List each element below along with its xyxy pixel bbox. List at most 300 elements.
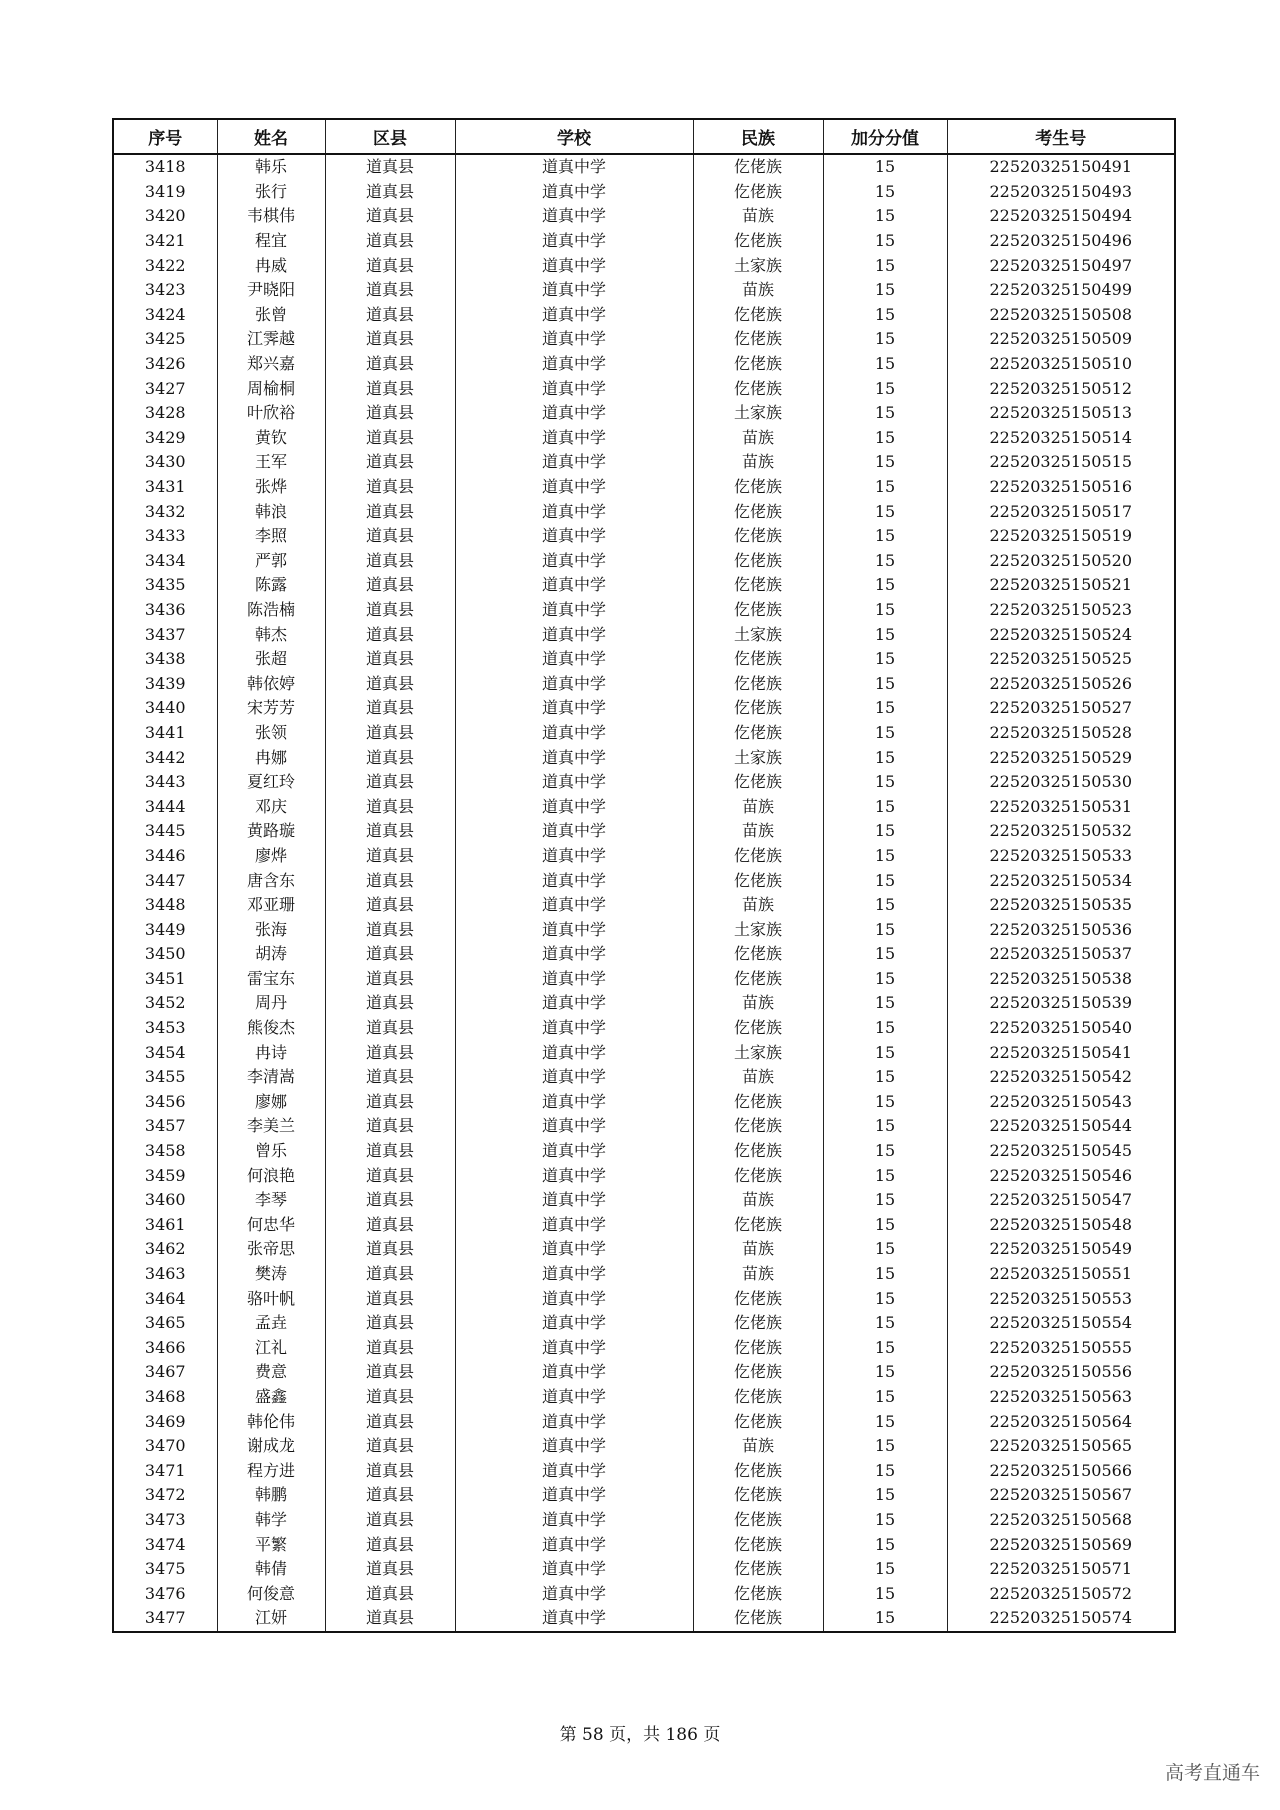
table-header-row bbox=[113, 119, 1175, 154]
cell-school: 道真中学 bbox=[455, 1434, 693, 1459]
cell-school: 道真中学 bbox=[455, 352, 693, 377]
table-row bbox=[113, 696, 1175, 721]
cell-seq: 3435 bbox=[113, 573, 217, 598]
cell-county: 道真县 bbox=[325, 622, 455, 647]
cell-school: 道真中学 bbox=[455, 1385, 693, 1410]
cell-county: 道真县 bbox=[325, 401, 455, 426]
cell-exam-id: 22520325150567 bbox=[947, 1483, 1175, 1508]
cell-seq: 3440 bbox=[113, 696, 217, 721]
cell-ethnicity: 仡佬族 bbox=[693, 770, 823, 795]
cell-seq: 3471 bbox=[113, 1458, 217, 1483]
cell-school: 道真中学 bbox=[455, 1557, 693, 1582]
cell-school: 道真中学 bbox=[455, 1606, 693, 1632]
cell-ethnicity: 苗族 bbox=[693, 1262, 823, 1287]
table-row bbox=[113, 794, 1175, 819]
cell-name: 夏红玲 bbox=[217, 770, 325, 795]
table-row bbox=[113, 1040, 1175, 1065]
cell-name: 程方进 bbox=[217, 1458, 325, 1483]
table-row bbox=[113, 1139, 1175, 1164]
cell-bonus-points: 15 bbox=[823, 622, 947, 647]
cell-name: 韩乐 bbox=[217, 154, 325, 180]
cell-ethnicity: 土家族 bbox=[693, 253, 823, 278]
cell-name: 李琴 bbox=[217, 1188, 325, 1213]
watermark: 高考直通车 bbox=[1164, 1762, 1260, 1784]
cell-bonus-points: 15 bbox=[823, 499, 947, 524]
cell-county: 道真县 bbox=[325, 549, 455, 574]
cell-bonus-points: 15 bbox=[823, 524, 947, 549]
cell-county: 道真县 bbox=[325, 1213, 455, 1238]
cell-seq: 3428 bbox=[113, 401, 217, 426]
cell-name: 冉威 bbox=[217, 253, 325, 278]
cell-school: 道真中学 bbox=[455, 770, 693, 795]
cell-county: 道真县 bbox=[325, 450, 455, 475]
cell-bonus-points: 15 bbox=[823, 917, 947, 942]
cell-name: 张烨 bbox=[217, 475, 325, 500]
cell-seq: 3456 bbox=[113, 1090, 217, 1115]
cell-county: 道真县 bbox=[325, 1065, 455, 1090]
cell-ethnicity: 苗族 bbox=[693, 1434, 823, 1459]
cell-name: 陈浩楠 bbox=[217, 598, 325, 623]
cell-ethnicity: 苗族 bbox=[693, 1237, 823, 1262]
cell-ethnicity: 仡佬族 bbox=[693, 1016, 823, 1041]
table-row bbox=[113, 917, 1175, 942]
cell-ethnicity: 苗族 bbox=[693, 450, 823, 475]
cell-ethnicity: 苗族 bbox=[693, 204, 823, 229]
cell-bonus-points: 15 bbox=[823, 647, 947, 672]
cell-name: 冉诗 bbox=[217, 1040, 325, 1065]
cell-seq: 3460 bbox=[113, 1188, 217, 1213]
cell-ethnicity: 仡佬族 bbox=[693, 352, 823, 377]
cell-bonus-points: 15 bbox=[823, 549, 947, 574]
cell-ethnicity: 仡佬族 bbox=[693, 1458, 823, 1483]
cell-seq: 3465 bbox=[113, 1311, 217, 1336]
cell-name: 宋芳芳 bbox=[217, 696, 325, 721]
cell-name: 廖娜 bbox=[217, 1090, 325, 1115]
table-row bbox=[113, 647, 1175, 672]
cell-ethnicity: 仡佬族 bbox=[693, 475, 823, 500]
cell-exam-id: 22520325150549 bbox=[947, 1237, 1175, 1262]
cell-seq: 3436 bbox=[113, 598, 217, 623]
cell-county: 道真县 bbox=[325, 942, 455, 967]
cell-county: 道真县 bbox=[325, 1188, 455, 1213]
cell-name: 张帝思 bbox=[217, 1237, 325, 1262]
cell-name: 张曾 bbox=[217, 303, 325, 328]
cell-exam-id: 22520325150533 bbox=[947, 844, 1175, 869]
cell-name: 费意 bbox=[217, 1360, 325, 1385]
header-county: 区县 bbox=[325, 119, 455, 154]
cell-school: 道真中学 bbox=[455, 1336, 693, 1361]
cell-school: 道真中学 bbox=[455, 278, 693, 303]
cell-name: 郑兴嘉 bbox=[217, 352, 325, 377]
cell-school: 道真中学 bbox=[455, 426, 693, 451]
cell-name: 张超 bbox=[217, 647, 325, 672]
cell-exam-id: 22520325150547 bbox=[947, 1188, 1175, 1213]
cell-exam-id: 22520325150527 bbox=[947, 696, 1175, 721]
cell-exam-id: 22520325150565 bbox=[947, 1434, 1175, 1459]
cell-bonus-points: 15 bbox=[823, 598, 947, 623]
cell-name: 何浪艳 bbox=[217, 1163, 325, 1188]
cell-exam-id: 22520325150554 bbox=[947, 1311, 1175, 1336]
cell-school: 道真中学 bbox=[455, 671, 693, 696]
cell-seq: 3475 bbox=[113, 1557, 217, 1582]
cell-bonus-points: 15 bbox=[823, 1458, 947, 1483]
cell-seq: 3462 bbox=[113, 1237, 217, 1262]
cell-name: 平繁 bbox=[217, 1532, 325, 1557]
cell-seq: 3472 bbox=[113, 1483, 217, 1508]
cell-school: 道真中学 bbox=[455, 819, 693, 844]
cell-seq: 3447 bbox=[113, 868, 217, 893]
cell-county: 道真县 bbox=[325, 844, 455, 869]
cell-bonus-points: 15 bbox=[823, 475, 947, 500]
cell-ethnicity: 苗族 bbox=[693, 991, 823, 1016]
cell-ethnicity: 仡佬族 bbox=[693, 1090, 823, 1115]
cell-bonus-points: 15 bbox=[823, 180, 947, 205]
cell-county: 道真县 bbox=[325, 1016, 455, 1041]
cell-school: 道真中学 bbox=[455, 967, 693, 992]
cell-seq: 3419 bbox=[113, 180, 217, 205]
cell-exam-id: 22520325150494 bbox=[947, 204, 1175, 229]
cell-ethnicity: 苗族 bbox=[693, 819, 823, 844]
table-row bbox=[113, 598, 1175, 623]
cell-seq: 3422 bbox=[113, 253, 217, 278]
cell-exam-id: 22520325150535 bbox=[947, 893, 1175, 918]
cell-exam-id: 22520325150519 bbox=[947, 524, 1175, 549]
cell-name: 李清嵩 bbox=[217, 1065, 325, 1090]
header-school: 学校 bbox=[455, 119, 693, 154]
cell-county: 道真县 bbox=[325, 721, 455, 746]
cell-county: 道真县 bbox=[325, 475, 455, 500]
cell-name: 盛鑫 bbox=[217, 1385, 325, 1410]
cell-school: 道真中学 bbox=[455, 253, 693, 278]
cell-name: 程宜 bbox=[217, 229, 325, 254]
cell-school: 道真中学 bbox=[455, 180, 693, 205]
table-row bbox=[113, 303, 1175, 328]
cell-name: 唐含东 bbox=[217, 868, 325, 893]
table-row bbox=[113, 549, 1175, 574]
cell-ethnicity: 仡佬族 bbox=[693, 598, 823, 623]
cell-ethnicity: 仡佬族 bbox=[693, 1114, 823, 1139]
cell-ethnicity: 仡佬族 bbox=[693, 1213, 823, 1238]
cell-seq: 3434 bbox=[113, 549, 217, 574]
cell-ethnicity: 仡佬族 bbox=[693, 1532, 823, 1557]
cell-exam-id: 22520325150523 bbox=[947, 598, 1175, 623]
table-row bbox=[113, 868, 1175, 893]
page-number: 第 58 页，共 186 页 bbox=[559, 1725, 721, 1745]
cell-school: 道真中学 bbox=[455, 327, 693, 352]
table-row bbox=[113, 1557, 1175, 1582]
cell-bonus-points: 15 bbox=[823, 1581, 947, 1606]
table-row bbox=[113, 1090, 1175, 1115]
cell-name: 骆叶帆 bbox=[217, 1286, 325, 1311]
cell-school: 道真中学 bbox=[455, 401, 693, 426]
cell-exam-id: 22520325150563 bbox=[947, 1385, 1175, 1410]
cell-school: 道真中学 bbox=[455, 499, 693, 524]
cell-exam-id: 22520325150524 bbox=[947, 622, 1175, 647]
cell-seq: 3426 bbox=[113, 352, 217, 377]
cell-seq: 3467 bbox=[113, 1360, 217, 1385]
cell-ethnicity: 苗族 bbox=[693, 1065, 823, 1090]
table-row bbox=[113, 1065, 1175, 1090]
cell-seq: 3459 bbox=[113, 1163, 217, 1188]
table-row bbox=[113, 1188, 1175, 1213]
cell-seq: 3474 bbox=[113, 1532, 217, 1557]
cell-ethnicity: 仡佬族 bbox=[693, 1508, 823, 1533]
cell-exam-id: 22520325150496 bbox=[947, 229, 1175, 254]
cell-seq: 3468 bbox=[113, 1385, 217, 1410]
cell-seq: 3469 bbox=[113, 1409, 217, 1434]
cell-bonus-points: 15 bbox=[823, 1163, 947, 1188]
cell-seq: 3420 bbox=[113, 204, 217, 229]
cell-name: 韩依婷 bbox=[217, 671, 325, 696]
cell-name: 曾乐 bbox=[217, 1139, 325, 1164]
cell-county: 道真县 bbox=[325, 1090, 455, 1115]
cell-exam-id: 22520325150530 bbox=[947, 770, 1175, 795]
table-row bbox=[113, 991, 1175, 1016]
cell-name: 李美兰 bbox=[217, 1114, 325, 1139]
cell-school: 道真中学 bbox=[455, 1016, 693, 1041]
cell-exam-id: 22520325150542 bbox=[947, 1065, 1175, 1090]
cell-exam-id: 22520325150499 bbox=[947, 278, 1175, 303]
cell-ethnicity: 苗族 bbox=[693, 278, 823, 303]
cell-exam-id: 22520325150572 bbox=[947, 1581, 1175, 1606]
cell-ethnicity: 仡佬族 bbox=[693, 229, 823, 254]
cell-county: 道真县 bbox=[325, 991, 455, 1016]
cell-bonus-points: 15 bbox=[823, 1262, 947, 1287]
cell-school: 道真中学 bbox=[455, 549, 693, 574]
cell-school: 道真中学 bbox=[455, 1532, 693, 1557]
cell-seq: 3461 bbox=[113, 1213, 217, 1238]
cell-school: 道真中学 bbox=[455, 1065, 693, 1090]
table-row bbox=[113, 204, 1175, 229]
cell-exam-id: 22520325150568 bbox=[947, 1508, 1175, 1533]
cell-name: 韩倩 bbox=[217, 1557, 325, 1582]
table-row bbox=[113, 745, 1175, 770]
cell-ethnicity: 仡佬族 bbox=[693, 499, 823, 524]
cell-county: 道真县 bbox=[325, 1114, 455, 1139]
cell-school: 道真中学 bbox=[455, 794, 693, 819]
cell-county: 道真县 bbox=[325, 154, 455, 180]
cell-exam-id: 22520325150571 bbox=[947, 1557, 1175, 1582]
cell-bonus-points: 15 bbox=[823, 1188, 947, 1213]
cell-bonus-points: 15 bbox=[823, 1385, 947, 1410]
cell-bonus-points: 15 bbox=[823, 1434, 947, 1459]
cell-county: 道真县 bbox=[325, 229, 455, 254]
cell-seq: 3430 bbox=[113, 450, 217, 475]
cell-ethnicity: 苗族 bbox=[693, 893, 823, 918]
cell-ethnicity: 仡佬族 bbox=[693, 327, 823, 352]
cell-ethnicity: 仡佬族 bbox=[693, 647, 823, 672]
cell-bonus-points: 15 bbox=[823, 770, 947, 795]
cell-name: 韩伦伟 bbox=[217, 1409, 325, 1434]
cell-name: 周榆桐 bbox=[217, 376, 325, 401]
cell-exam-id: 22520325150541 bbox=[947, 1040, 1175, 1065]
cell-bonus-points: 15 bbox=[823, 1606, 947, 1632]
cell-county: 道真县 bbox=[325, 352, 455, 377]
cell-exam-id: 22520325150540 bbox=[947, 1016, 1175, 1041]
cell-exam-id: 22520325150528 bbox=[947, 721, 1175, 746]
cell-bonus-points: 15 bbox=[823, 868, 947, 893]
cell-seq: 3442 bbox=[113, 745, 217, 770]
cell-seq: 3446 bbox=[113, 844, 217, 869]
cell-seq: 3448 bbox=[113, 893, 217, 918]
cell-ethnicity: 仡佬族 bbox=[693, 1581, 823, 1606]
table-row bbox=[113, 154, 1175, 180]
cell-county: 道真县 bbox=[325, 1581, 455, 1606]
cell-exam-id: 22520325150531 bbox=[947, 794, 1175, 819]
table-row bbox=[113, 327, 1175, 352]
cell-school: 道真中学 bbox=[455, 1090, 693, 1115]
table-row bbox=[113, 671, 1175, 696]
cell-seq: 3443 bbox=[113, 770, 217, 795]
table-row bbox=[113, 450, 1175, 475]
cell-county: 道真县 bbox=[325, 573, 455, 598]
table-row bbox=[113, 1311, 1175, 1336]
cell-exam-id: 22520325150545 bbox=[947, 1139, 1175, 1164]
cell-ethnicity: 仡佬族 bbox=[693, 967, 823, 992]
cell-school: 道真中学 bbox=[455, 1508, 693, 1533]
header-seq: 序号 bbox=[113, 119, 217, 154]
cell-county: 道真县 bbox=[325, 1532, 455, 1557]
cell-bonus-points: 15 bbox=[823, 1016, 947, 1041]
cell-exam-id: 22520325150529 bbox=[947, 745, 1175, 770]
cell-ethnicity: 仡佬族 bbox=[693, 1311, 823, 1336]
cell-ethnicity: 仡佬族 bbox=[693, 549, 823, 574]
cell-seq: 3437 bbox=[113, 622, 217, 647]
cell-exam-id: 22520325150517 bbox=[947, 499, 1175, 524]
cell-ethnicity: 仡佬族 bbox=[693, 1286, 823, 1311]
cell-school: 道真中学 bbox=[455, 1213, 693, 1238]
cell-name: 黄路璇 bbox=[217, 819, 325, 844]
cell-school: 道真中学 bbox=[455, 229, 693, 254]
cell-exam-id: 22520325150546 bbox=[947, 1163, 1175, 1188]
cell-name: 韩学 bbox=[217, 1508, 325, 1533]
cell-school: 道真中学 bbox=[455, 1114, 693, 1139]
cell-ethnicity: 仡佬族 bbox=[693, 1557, 823, 1582]
cell-county: 道真县 bbox=[325, 1385, 455, 1410]
cell-school: 道真中学 bbox=[455, 524, 693, 549]
cell-bonus-points: 15 bbox=[823, 1508, 947, 1533]
cell-bonus-points: 15 bbox=[823, 1311, 947, 1336]
cell-name: 韩浪 bbox=[217, 499, 325, 524]
cell-county: 道真县 bbox=[325, 1557, 455, 1582]
cell-school: 道真中学 bbox=[455, 204, 693, 229]
cell-school: 道真中学 bbox=[455, 647, 693, 672]
table-row bbox=[113, 1581, 1175, 1606]
cell-school: 道真中学 bbox=[455, 475, 693, 500]
cell-exam-id: 22520325150493 bbox=[947, 180, 1175, 205]
cell-bonus-points: 15 bbox=[823, 794, 947, 819]
cell-seq: 3421 bbox=[113, 229, 217, 254]
table-row bbox=[113, 278, 1175, 303]
cell-name: 王军 bbox=[217, 450, 325, 475]
cell-seq: 3423 bbox=[113, 278, 217, 303]
cell-exam-id: 22520325150564 bbox=[947, 1409, 1175, 1434]
table-row bbox=[113, 893, 1175, 918]
cell-bonus-points: 15 bbox=[823, 1286, 947, 1311]
cell-county: 道真县 bbox=[325, 1409, 455, 1434]
cell-exam-id: 22520325150538 bbox=[947, 967, 1175, 992]
cell-county: 道真县 bbox=[325, 376, 455, 401]
table-row bbox=[113, 1434, 1175, 1459]
cell-exam-id: 22520325150512 bbox=[947, 376, 1175, 401]
cell-county: 道真县 bbox=[325, 1508, 455, 1533]
cell-seq: 3433 bbox=[113, 524, 217, 549]
table-row bbox=[113, 1016, 1175, 1041]
cell-county: 道真县 bbox=[325, 671, 455, 696]
cell-seq: 3464 bbox=[113, 1286, 217, 1311]
cell-name: 李照 bbox=[217, 524, 325, 549]
cell-seq: 3441 bbox=[113, 721, 217, 746]
cell-school: 道真中学 bbox=[455, 893, 693, 918]
cell-bonus-points: 15 bbox=[823, 229, 947, 254]
table-row bbox=[113, 499, 1175, 524]
cell-school: 道真中学 bbox=[455, 573, 693, 598]
cell-exam-id: 22520325150516 bbox=[947, 475, 1175, 500]
cell-name: 尹晓阳 bbox=[217, 278, 325, 303]
cell-bonus-points: 15 bbox=[823, 696, 947, 721]
cell-ethnicity: 仡佬族 bbox=[693, 303, 823, 328]
cell-seq: 3476 bbox=[113, 1581, 217, 1606]
cell-name: 韩鹏 bbox=[217, 1483, 325, 1508]
cell-name: 胡涛 bbox=[217, 942, 325, 967]
cell-seq: 3463 bbox=[113, 1262, 217, 1287]
table-row bbox=[113, 1458, 1175, 1483]
cell-county: 道真县 bbox=[325, 1483, 455, 1508]
cell-school: 道真中学 bbox=[455, 1286, 693, 1311]
cell-name: 周丹 bbox=[217, 991, 325, 1016]
cell-exam-id: 22520325150544 bbox=[947, 1114, 1175, 1139]
cell-exam-id: 22520325150491 bbox=[947, 154, 1175, 180]
cell-exam-id: 22520325150509 bbox=[947, 327, 1175, 352]
cell-seq: 3438 bbox=[113, 647, 217, 672]
cell-ethnicity: 仡佬族 bbox=[693, 524, 823, 549]
table-row bbox=[113, 401, 1175, 426]
cell-seq: 3453 bbox=[113, 1016, 217, 1041]
cell-seq: 3444 bbox=[113, 794, 217, 819]
cell-county: 道真县 bbox=[325, 253, 455, 278]
cell-ethnicity: 仡佬族 bbox=[693, 573, 823, 598]
cell-school: 道真中学 bbox=[455, 721, 693, 746]
cell-bonus-points: 15 bbox=[823, 278, 947, 303]
table-row bbox=[113, 1532, 1175, 1557]
cell-school: 道真中学 bbox=[455, 1163, 693, 1188]
cell-exam-id: 22520325150551 bbox=[947, 1262, 1175, 1287]
cell-county: 道真县 bbox=[325, 327, 455, 352]
table-row bbox=[113, 1360, 1175, 1385]
cell-school: 道真中学 bbox=[455, 1483, 693, 1508]
cell-exam-id: 22520325150566 bbox=[947, 1458, 1175, 1483]
cell-county: 道真县 bbox=[325, 1360, 455, 1385]
cell-bonus-points: 15 bbox=[823, 253, 947, 278]
cell-exam-id: 22520325150555 bbox=[947, 1336, 1175, 1361]
cell-ethnicity: 仡佬族 bbox=[693, 1360, 823, 1385]
table-row bbox=[113, 721, 1175, 746]
cell-school: 道真中学 bbox=[455, 1040, 693, 1065]
cell-exam-id: 22520325150556 bbox=[947, 1360, 1175, 1385]
cell-name: 陈露 bbox=[217, 573, 325, 598]
cell-seq: 3457 bbox=[113, 1114, 217, 1139]
cell-ethnicity: 仡佬族 bbox=[693, 1139, 823, 1164]
cell-county: 道真县 bbox=[325, 1139, 455, 1164]
cell-name: 江礼 bbox=[217, 1336, 325, 1361]
cell-ethnicity: 土家族 bbox=[693, 622, 823, 647]
cell-bonus-points: 15 bbox=[823, 745, 947, 770]
cell-exam-id: 22520325150508 bbox=[947, 303, 1175, 328]
cell-bonus-points: 15 bbox=[823, 1090, 947, 1115]
cell-name: 韩杰 bbox=[217, 622, 325, 647]
cell-bonus-points: 15 bbox=[823, 1213, 947, 1238]
cell-bonus-points: 15 bbox=[823, 401, 947, 426]
